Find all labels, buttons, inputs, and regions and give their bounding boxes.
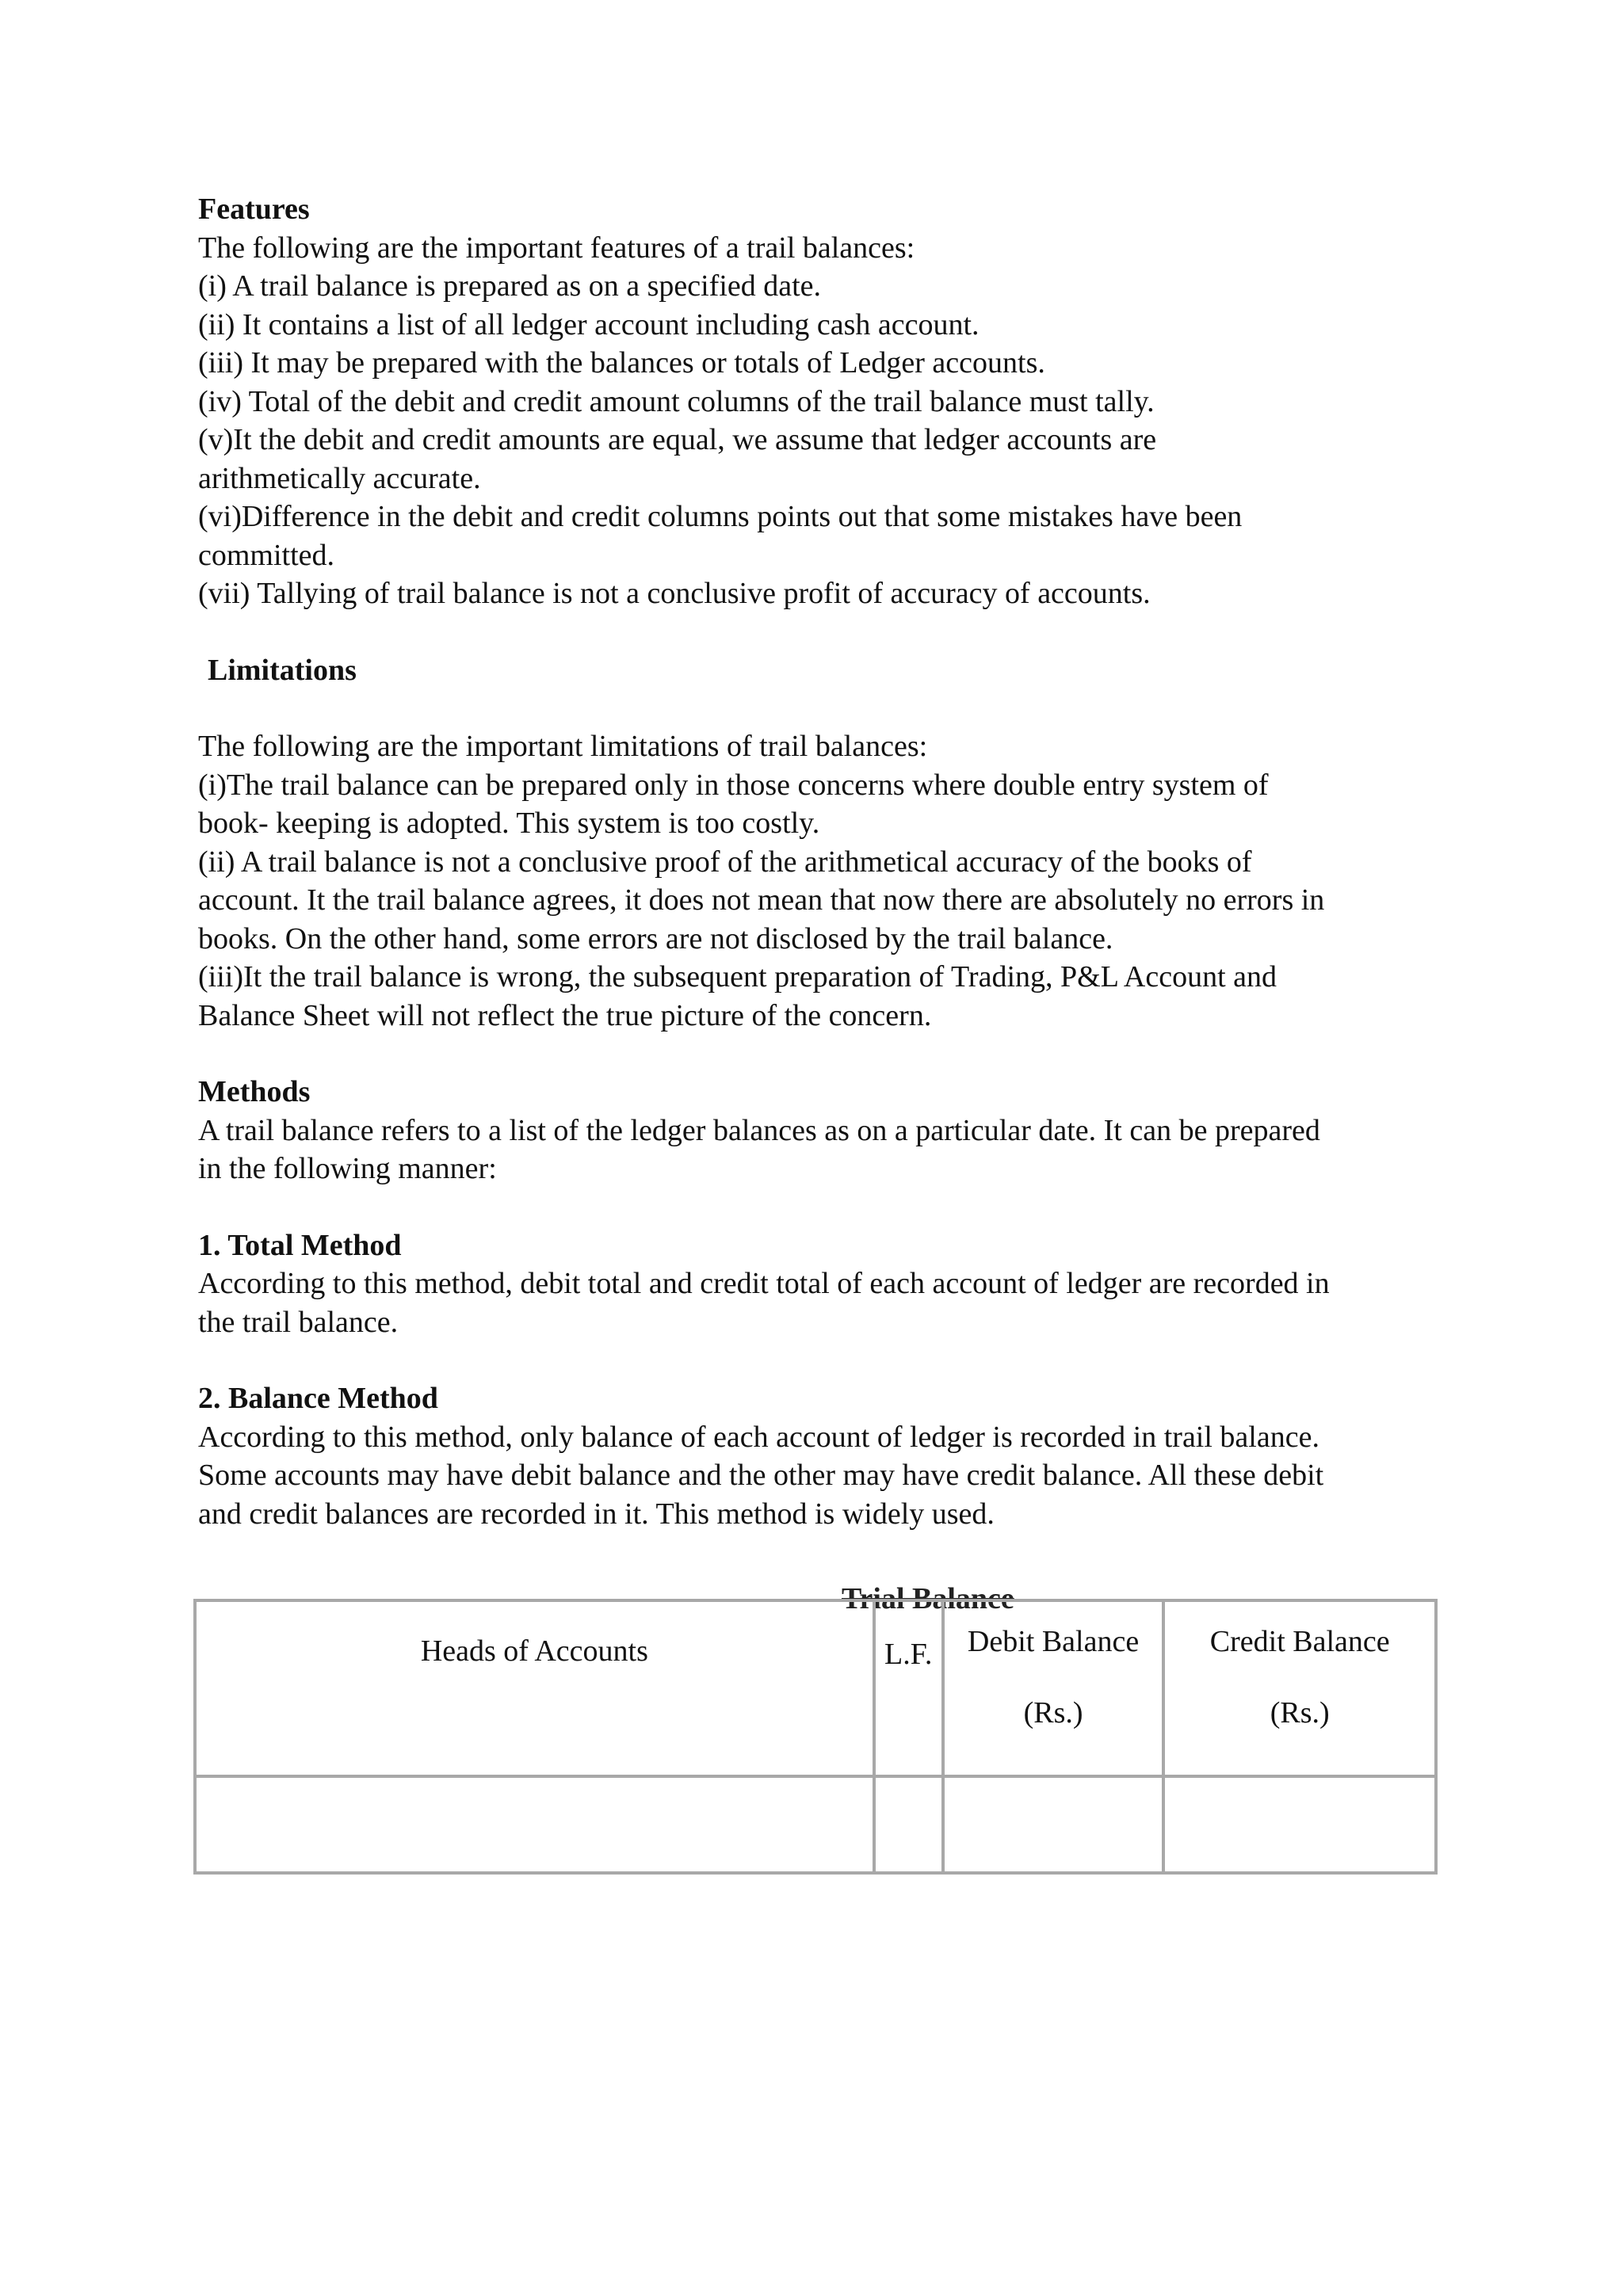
features-line: (v)It the debit and credit amounts are equal, we assume that ledger accounts are [198, 423, 1157, 456]
total-method-heading: 1. Total Method [198, 1228, 402, 1262]
methods-line: in the following manner: [198, 1152, 497, 1185]
table-cell [1163, 1776, 1436, 1873]
header-label: L.F. [884, 1638, 933, 1671]
limitations-line: book- keeping is adopted. This system is too costly. [198, 807, 820, 840]
table-cell [874, 1776, 943, 1873]
limitations-heading: Limitations [208, 653, 357, 687]
features-line: (ii) It contains a list of all ledger account including cash account. [198, 307, 980, 341]
limitations-line: (i)The trail balance can be prepared only in those concerns where double entry system of [198, 768, 1269, 802]
spacer [198, 1188, 1450, 1226]
spacer [198, 613, 1450, 651]
header-label: Heads of Accounts [420, 1634, 648, 1668]
total-method-line: According to this method, debit total and credit total of each account of ledger are recorded in [198, 1267, 1330, 1300]
table-title: Trial Balance [842, 1582, 1014, 1615]
header-unit: (Rs.) [1270, 1696, 1330, 1730]
spacer [198, 1035, 1450, 1073]
features-line: (vi)Difference in the debit and credit columns points out that some mistakes have been [198, 500, 1243, 533]
table-cell [195, 1776, 874, 1873]
features-intro: The following are the important features of a trail balances: [198, 231, 915, 265]
header-heads-of-accounts [195, 1600, 874, 1776]
features-line: (vii) Tallying of trail balance is not a conclusive profit of accuracy of accounts. [198, 577, 1151, 610]
trial-balance-grid [193, 1599, 1438, 1875]
limitations-line: books. On the other hand, some errors are not disclosed by the trail balance. [198, 921, 1113, 955]
balance-method-line: Some accounts may have debit balance and the other may have credit balance. All these debit [198, 1459, 1324, 1492]
spacer [198, 689, 1450, 727]
header-lf [874, 1600, 943, 1776]
methods-heading: Methods [198, 1075, 311, 1108]
header-label: Debit Balance [967, 1625, 1140, 1658]
features-line: committed. [198, 538, 335, 572]
document-page [198, 190, 1450, 1533]
header-unit: (Rs.) [1023, 1696, 1083, 1730]
features-line: (i) A trail balance is prepared as on a specified date. [198, 269, 822, 303]
trial-balance-table [193, 1580, 1438, 1879]
total-method-line: the trail balance. [198, 1305, 399, 1339]
limitations-line: (iii)It the trail balance is wrong, the subsequent preparation of Trading, P&L Account and [198, 960, 1277, 994]
header-debit-balance [943, 1600, 1164, 1776]
header-credit-balance [1163, 1600, 1436, 1776]
features-line: (iv) Total of the debit and credit amount columns of the trail balance must tally. [198, 384, 1155, 418]
limitations-intro: The following are the important limitations of trail balances: [198, 730, 928, 763]
features-line: (iii) It may be prepared with the balances or totals of Ledger accounts. [198, 346, 1045, 379]
balance-method-line: According to this method, only balance of each account of ledger is recorded in trail balance. [198, 1420, 1319, 1454]
limitations-line: Balance Sheet will not reflect the true picture of the concern. [198, 998, 932, 1032]
balance-method-heading: 2. Balance Method [198, 1382, 438, 1415]
spacer [198, 1341, 1450, 1379]
limitations-line: (ii) A trail balance is not a conclusive proof of the arithmetical accuracy of the books of [198, 845, 1252, 879]
table-header-row [195, 1600, 1436, 1776]
table-cell [943, 1776, 1164, 1873]
features-line: arithmetically accurate. [198, 461, 481, 495]
table-row [195, 1776, 1436, 1873]
limitations-line: account. It the trail balance agrees, it does not mean that now there are absolutely no errors in [198, 883, 1325, 917]
header-label: Credit Balance [1209, 1625, 1390, 1658]
methods-line: A trail balance refers to a list of the ledger balances as on a particular date. It can be prepared [198, 1113, 1320, 1147]
features-heading: Features [198, 193, 310, 226]
balance-method-line: and credit balances are recorded in it. This method is widely used. [198, 1497, 995, 1531]
